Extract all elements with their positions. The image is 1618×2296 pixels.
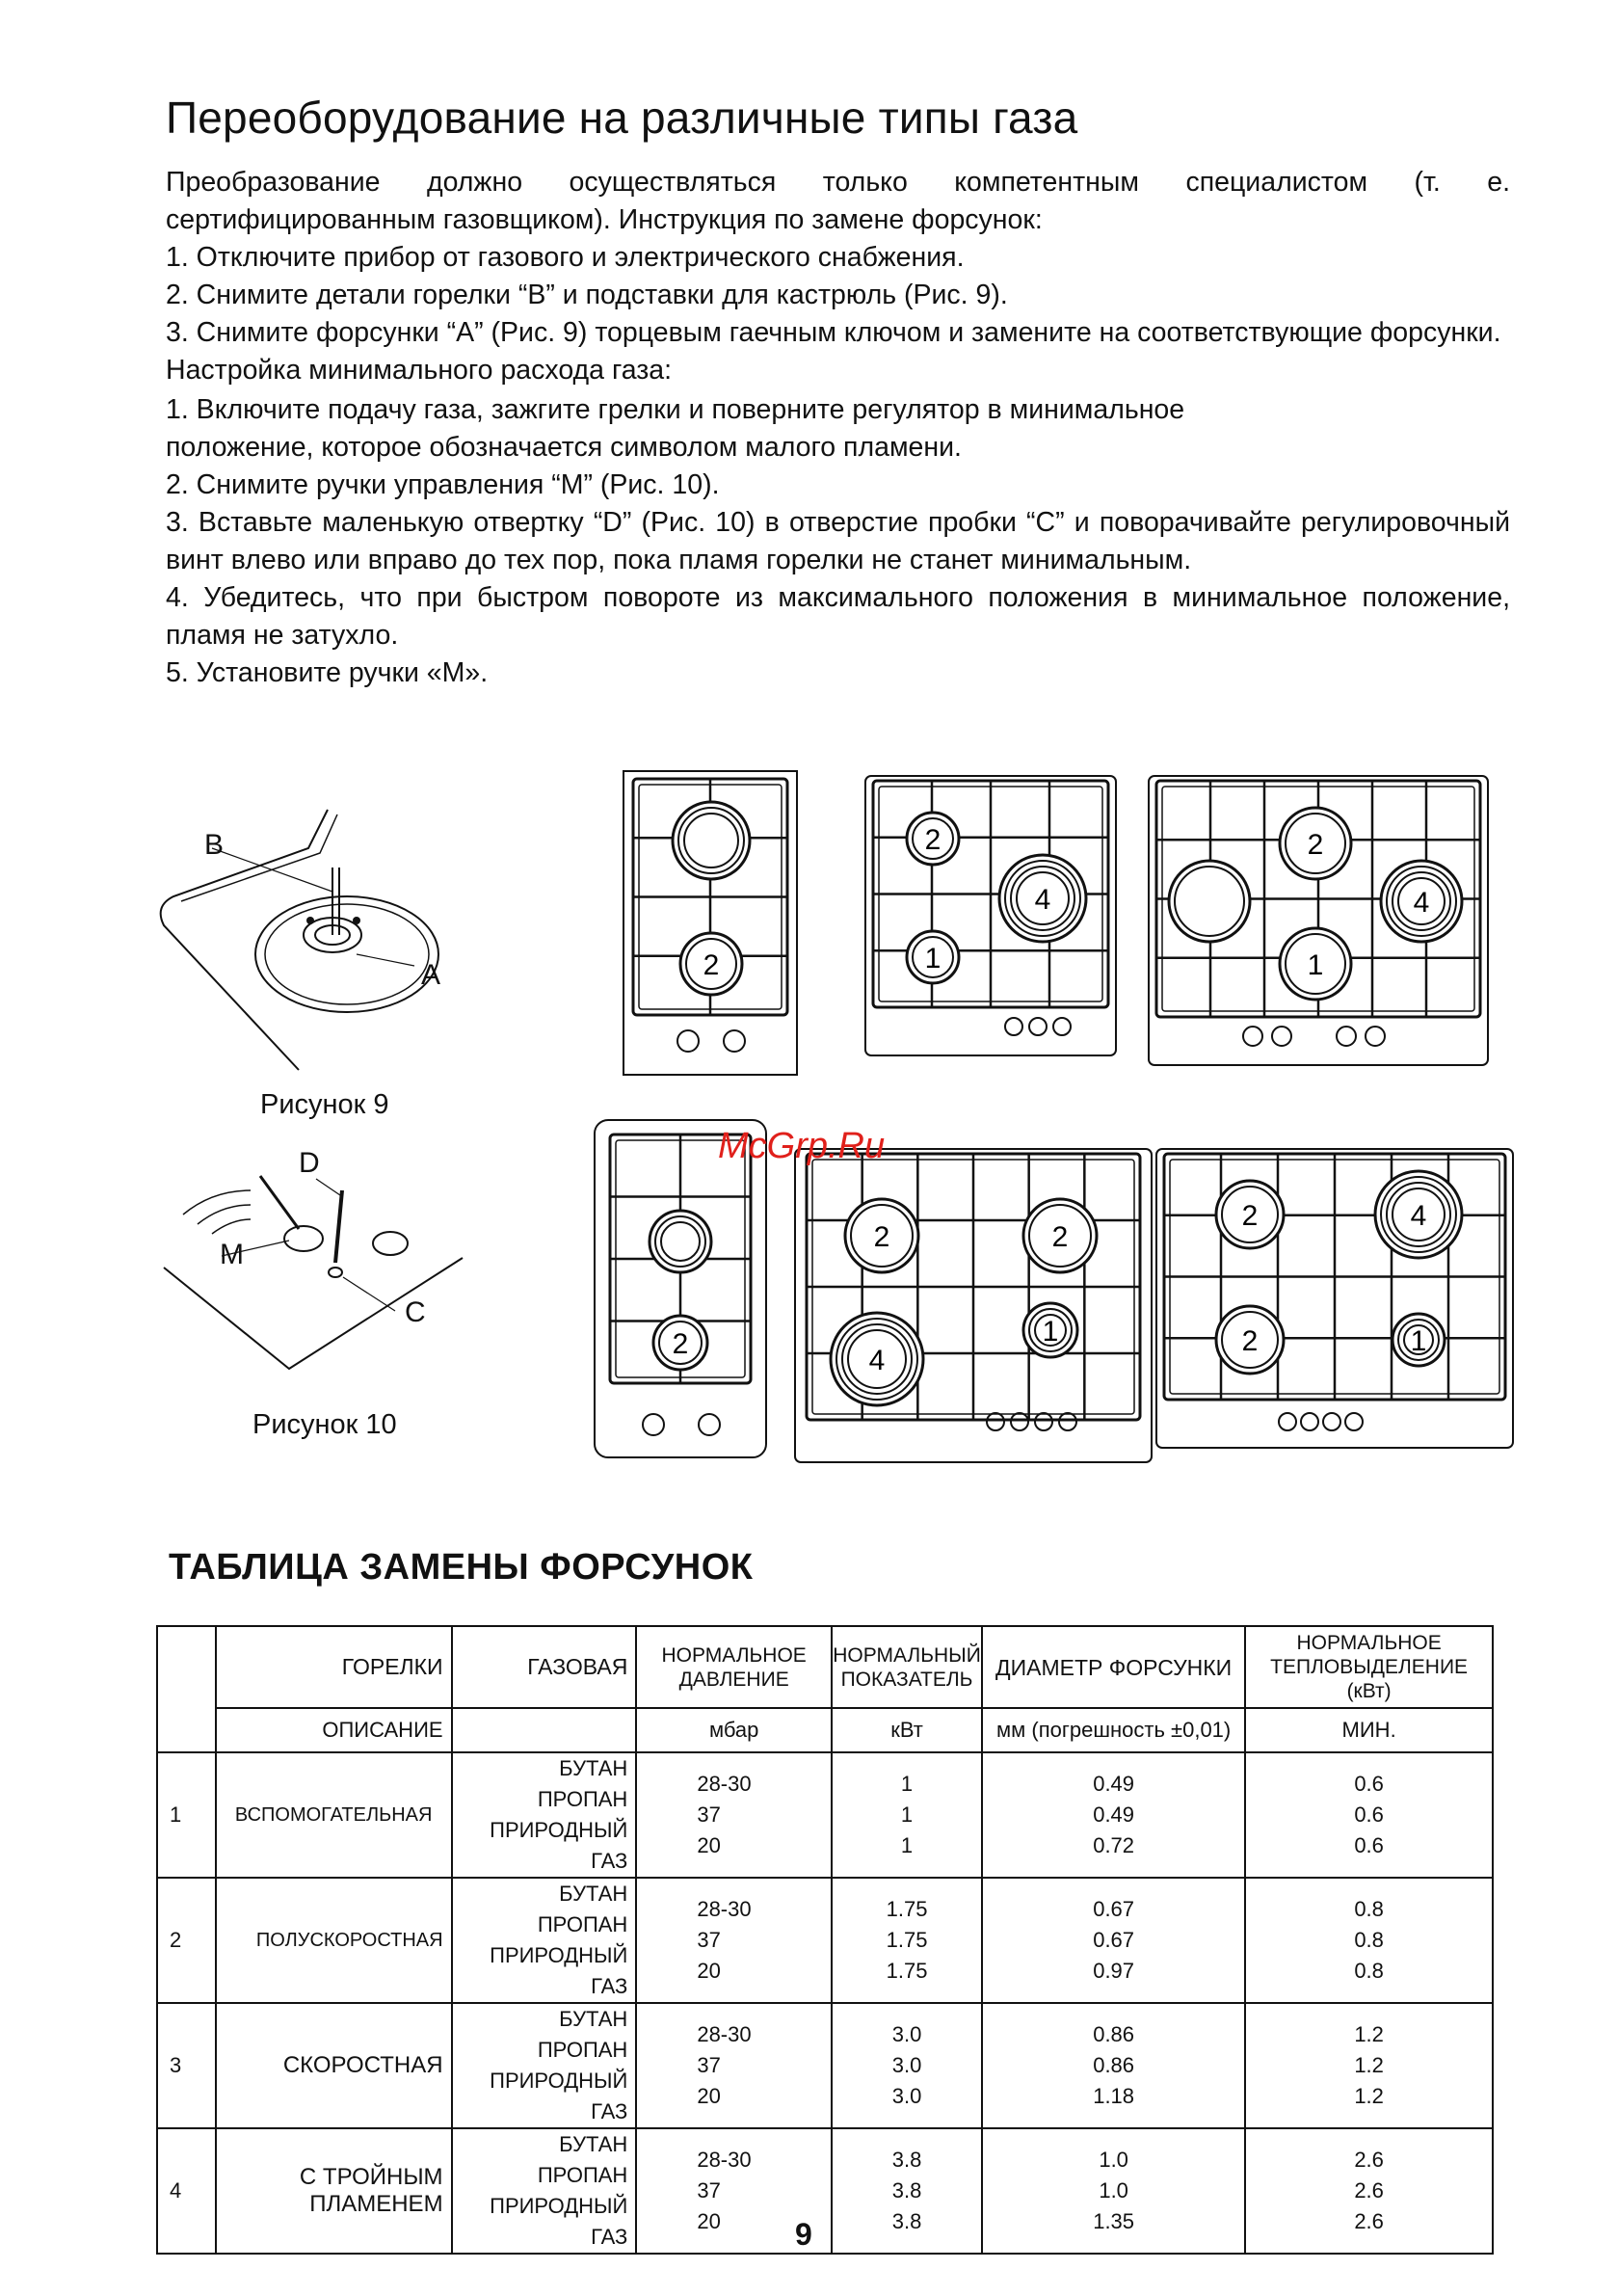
row-heat-value: 0.8 (1354, 1897, 1384, 1921)
header-num-cell (157, 1626, 216, 1752)
min-step-2: 2. Снимите ручки управления “M” (Рис. 10). (166, 469, 720, 500)
burner-number: 2 (1241, 1325, 1259, 1357)
control-knob (1366, 1027, 1385, 1046)
paragraph-intro: Преобразование должно осуществляться только компетентным специалистом (т. е. сертифицированным газовщиком). Инструкция по замене форсунок: (166, 167, 1510, 235)
row-gases-value: ПРИРОДНЫЙ ГАЗ (490, 1943, 628, 1998)
row-diameter-value: 1.0 (1099, 2178, 1128, 2203)
label-b: B (204, 829, 225, 861)
control-knob (1005, 1018, 1022, 1035)
row-diameter-value: 0.67 (1093, 1928, 1135, 1952)
row-indicator-value: 1.75 (886, 1928, 928, 1952)
row-pressure-value: 28-30 (697, 2022, 752, 2046)
min-gas-heading: Настройка минимального расхода газа: (166, 355, 673, 386)
header-pressure: НОРМАЛЬНОЕ ДАВЛЕНИЕ (636, 1626, 832, 1708)
control-knob (724, 1030, 745, 1052)
row-pressure (636, 2003, 832, 2128)
row-heat-value: 0.8 (1354, 1928, 1384, 1952)
subheader-empty (452, 1708, 637, 1752)
row-diameter-value: 0.72 (1093, 1833, 1135, 1857)
row-diameter (982, 2003, 1245, 2128)
subheader-row (157, 1708, 1493, 1752)
header-burners: ГОРЕЛКИ (216, 1626, 452, 1708)
row-pressure-value: 20 (697, 2209, 721, 2233)
row-indicator-value: 1.75 (886, 1959, 928, 1983)
row-gases (452, 2128, 637, 2254)
row-description: ВСПОМОГАТЕЛЬНАЯ (216, 1752, 452, 1878)
row-diameter (982, 1878, 1245, 2003)
step-1: 1. Отключите прибор от газового и электрического снабжения. (166, 242, 965, 273)
row-indicator-value: 3.8 (891, 2148, 922, 2172)
row-description: ПОЛУСКОРОСТНАЯ (216, 1878, 452, 2003)
label-c: C (405, 1296, 426, 1328)
control-knob (1059, 1413, 1076, 1430)
table-body (157, 1752, 1493, 2254)
row-pressure-value: 28-30 (697, 2148, 752, 2172)
row-pressure-value: 20 (697, 1959, 721, 1983)
row-indicator-value: 1 (900, 1802, 914, 1827)
subheader-description: ОПИСАНИЕ (216, 1708, 452, 1752)
subheader-indicator-unit: кВт (832, 1708, 982, 1752)
row-pressure-value: 20 (697, 1833, 721, 1857)
control-knob (1345, 1413, 1363, 1430)
row-gases-value: ПРОПАН (537, 2163, 628, 2187)
row-gases-value: БУТАН (559, 2132, 628, 2156)
row-gases (452, 1878, 637, 2003)
header-heat-unit: (кВт) (1346, 1680, 1392, 1702)
row-pressure (636, 1878, 832, 2003)
row-number: 1 (157, 1752, 216, 1878)
row-gases-value: ПРОПАН (537, 2038, 628, 2062)
row-pressure-value: 37 (697, 2053, 721, 2077)
row-heat (1245, 2128, 1493, 2254)
burner-number: 2 (1307, 829, 1324, 861)
min-step-4: 4. Убедитесь, что при быстром повороте из максимального положения в минимальное положение, пламя не затухло. (166, 582, 1510, 651)
row-diameter-value: 0.86 (1093, 2022, 1135, 2046)
row-gases (452, 1752, 637, 1878)
row-pressure-value: 28-30 (697, 1897, 752, 1921)
row-indicator-value: 3.0 (891, 2084, 922, 2108)
table-row (157, 1878, 1493, 2003)
burner-number: 2 (703, 949, 720, 981)
burner-number: 4 (1034, 884, 1051, 916)
row-indicator-value: 1 (900, 1833, 914, 1857)
row-gases-value: БУТАН (559, 1882, 628, 1906)
row-pressure-value: 37 (697, 2178, 721, 2203)
row-gases-value: ПРИРОДНЫЙ ГАЗ (490, 2069, 628, 2123)
control-knob (987, 1413, 1004, 1430)
row-diameter-value: 0.49 (1093, 1802, 1135, 1827)
row-indicator-value: 3.0 (891, 2053, 922, 2077)
page-title: Переоборудование на различные типы газа (166, 93, 1078, 143)
min-step-5: 5. Установите ручки «M». (166, 657, 489, 688)
header-heat-label: НОРМАЛЬНОЕ ТЕПЛОВЫДЕЛЕНИЕ (1270, 1632, 1469, 1678)
control-knob (1035, 1413, 1052, 1430)
row-diameter (982, 1752, 1245, 1878)
row-diameter-value: 1.0 (1099, 2148, 1128, 2172)
burner-number: 2 (873, 1221, 890, 1253)
step-3: 3. Снимите форсунки “A” (Рис. 9) торцевым гаечным ключом и замените на соответствующие форсунки. (166, 317, 1501, 348)
header-diameter: ДИАМЕТР ФОРСУНКИ (982, 1626, 1245, 1708)
table-row (157, 1752, 1493, 1878)
burner-number: 4 (1410, 1200, 1427, 1232)
row-pressure (636, 1752, 832, 1878)
subheader-pressure-unit: мбар (636, 1708, 832, 1752)
step-2: 2. Снимите детали горелки “B” и подставки для кастрюль (Рис. 9). (166, 280, 1008, 310)
row-gases-value: ПРОПАН (537, 1912, 628, 1936)
watermark: McGrp.Ru (718, 1126, 886, 1166)
row-heat-value: 2.6 (1354, 2148, 1384, 2172)
row-pressure-value: 20 (697, 2084, 721, 2108)
row-pressure-value: 37 (697, 1928, 721, 1952)
row-number: 3 (157, 2003, 216, 2128)
row-gases (452, 2003, 637, 2128)
table-row (157, 2128, 1493, 2254)
row-indicator-value: 1 (900, 1772, 914, 1796)
min-step-1b: положение, которое обозначается символом малого пламени. (166, 432, 962, 463)
table-title: ТАБЛИЦА ЗАМЕНЫ ФОРСУНОК (169, 1547, 754, 1588)
row-heat-value: 1.2 (1354, 2053, 1384, 2077)
row-diameter-value: 1.35 (1093, 2209, 1135, 2233)
row-heat-value: 0.8 (1354, 1959, 1384, 1983)
control-knob (1337, 1027, 1356, 1046)
control-knob (1323, 1413, 1340, 1430)
header-indicator: НОРМАЛЬНЫЙ ПОКАЗАТЕЛЬ (832, 1626, 982, 1708)
label-d: D (299, 1147, 320, 1179)
row-description: С ТРОЙНЫМ ПЛАМЕНЕМ (216, 2128, 452, 2254)
control-knob (643, 1414, 664, 1435)
row-heat (1245, 2003, 1493, 2128)
label-a: A (421, 959, 441, 991)
table-row (157, 2003, 1493, 2128)
row-heat-value: 2.6 (1354, 2209, 1384, 2233)
row-gases-value: ПРИРОДНЫЙ ГАЗ (490, 1818, 628, 1873)
burner-number: 4 (1413, 887, 1430, 919)
row-heat-value: 0.6 (1354, 1802, 1384, 1827)
row-indicator-value: 3.8 (891, 2209, 922, 2233)
row-indicator (832, 1878, 982, 2003)
row-indicator-value: 1.75 (886, 1897, 928, 1921)
min-step-1a: 1. Включите подачу газа, зажгите грелки и поверните регулятор в минимальное (166, 394, 1185, 425)
min-step-3: 3. Вставьте маленькую отвертку “D” (Рис. 10) в отверстие пробки “C” и поворачивайте регулировочный винт влево или вправо до тех пор, пока пламя горелки не станет минимальным. (166, 507, 1510, 575)
burner-number: 1 (1410, 1325, 1427, 1357)
row-heat-value: 0.6 (1354, 1772, 1384, 1796)
subheader-diameter-unit: мм (погрешность ±0,01) (982, 1708, 1245, 1752)
burner-number: 4 (868, 1345, 886, 1376)
row-indicator (832, 1752, 982, 1878)
row-number: 4 (157, 2128, 216, 2254)
subheader-heat-min: МИН. (1245, 1708, 1493, 1752)
burner-number: 1 (1307, 949, 1324, 981)
burner-number: 2 (672, 1328, 689, 1360)
figure-10-caption: Рисунок 10 (252, 1409, 397, 1440)
row-diameter-value: 0.67 (1093, 1897, 1135, 1921)
row-pressure-value: 28-30 (697, 1772, 752, 1796)
header-gas: ГАЗОВАЯ (452, 1626, 637, 1708)
burner-number: 1 (924, 943, 942, 974)
row-diameter-value: 0.49 (1093, 1772, 1135, 1796)
row-gases-value: ПРИРОДНЫЙ ГАЗ (490, 2194, 628, 2249)
row-heat (1245, 1752, 1493, 1878)
header-heat (1245, 1626, 1493, 1708)
figure-9-caption: Рисунок 9 (260, 1089, 389, 1120)
control-knob (1029, 1018, 1047, 1035)
row-gases-value: БУТАН (559, 1756, 628, 1780)
control-knob (1301, 1413, 1318, 1430)
row-pressure-value: 37 (697, 1802, 721, 1827)
page-number: 9 (795, 2217, 812, 2252)
header-row (157, 1626, 1493, 1708)
row-indicator (832, 2128, 982, 2254)
row-heat-value: 1.2 (1354, 2022, 1384, 2046)
burner-number: 2 (1051, 1221, 1069, 1253)
control-knob (1279, 1413, 1296, 1430)
burner-number: 2 (1241, 1200, 1259, 1232)
label-m: M (220, 1239, 244, 1270)
row-heat-value: 0.6 (1354, 1833, 1384, 1857)
row-description: СКОРОСТНАЯ (216, 2003, 452, 2128)
row-number: 2 (157, 1878, 216, 2003)
row-diameter-value: 1.18 (1093, 2084, 1135, 2108)
row-indicator-value: 3.0 (891, 2022, 922, 2046)
row-diameter-value: 0.86 (1093, 2053, 1135, 2077)
control-knob (1053, 1018, 1071, 1035)
row-gases-value: ПРОПАН (537, 1787, 628, 1811)
burner-ring (650, 1211, 711, 1272)
burner-number: 1 (1042, 1316, 1059, 1348)
row-diameter (982, 2128, 1245, 2254)
control-knob (1011, 1413, 1028, 1430)
control-knob (1272, 1027, 1291, 1046)
row-heat-value: 1.2 (1354, 2084, 1384, 2108)
injector-table (156, 1625, 1494, 2255)
control-knob (699, 1414, 720, 1435)
row-gases-value: БУТАН (559, 2007, 628, 2031)
row-indicator-value: 3.8 (891, 2178, 922, 2203)
row-heat-value: 2.6 (1354, 2178, 1384, 2203)
control-knob (1243, 1027, 1262, 1046)
row-heat (1245, 1878, 1493, 2003)
row-diameter-value: 0.97 (1093, 1959, 1135, 1983)
control-knob (677, 1030, 699, 1052)
burner-ring (1169, 861, 1250, 942)
burner-number: 2 (924, 824, 942, 856)
row-indicator (832, 2003, 982, 2128)
